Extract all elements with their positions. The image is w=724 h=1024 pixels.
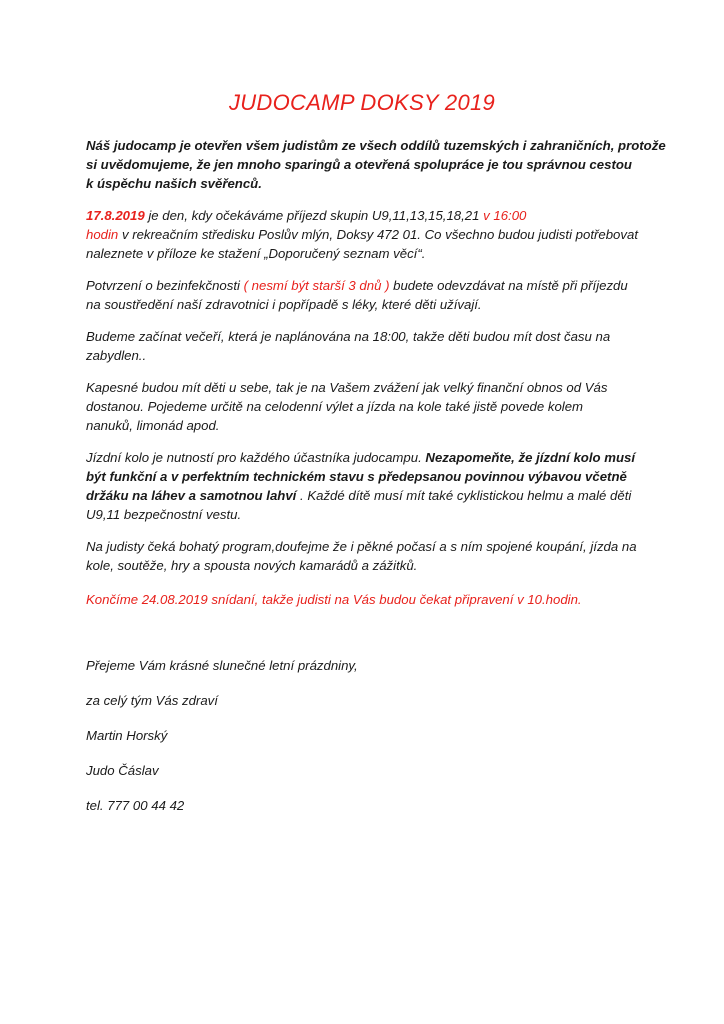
infection-text: budete odevzdávat na místě při příjezdu [389,278,628,293]
bike-warning: držáku na láhev a samotnou lahví [86,488,297,503]
infection-text: Potvrzení o bezinfekčnosti [86,278,244,293]
bike-warning: Nezapomeňte, že jízdní kolo musí [425,450,635,465]
program-line: kole, soutěže, hry a spousta nových kamarádů a zážitků. [86,558,418,573]
arrival-line: naleznete v příloze ke stažení „Doporučený seznam věcí“. [86,246,426,261]
infection-line [86,276,646,295]
arrival-location: v rekreačním středisku Poslův mlýn, Doksy 472 01. Co všechno budou judisti potřebovat [118,227,638,242]
arrival-line [86,206,646,225]
pocket-money-line: nanuků, limonád apod. [86,418,220,433]
program-line: Na judisty čeká bohatý program,doufejme že i pěkné počasí a s ním spojené koupání, jízda na [86,539,637,554]
signature-name [86,726,646,745]
program-paragraph [86,537,646,575]
dinner-paragraph [86,327,646,365]
greeting-line: za celý tým Vás zdraví [86,693,218,708]
intro-line: si uvědomujeme, že jen mnoho sparingů a otevřená spolupráce je tou správnou cestou [86,157,632,172]
arrival-time-unit: hodin [86,227,119,242]
wishes-line: Přejeme Vám krásné slunečné letní prázdniny, [86,658,358,673]
infection-warning: ( nesmí být starší 3 dnů ) [243,278,390,293]
bike-paragraph [86,448,646,524]
closing-wishes [86,656,646,675]
pocket-money-paragraph [86,378,646,435]
arrival-text: je den, kdy očekáváme příjezd skupin U9,11,13,15,18,21 [144,208,484,223]
closing-greeting [86,691,646,710]
dinner-line: Budeme začínat večeří, která je naplánována na 18:00, takže děti budou mít dost času na [86,329,611,344]
intro-line: Náš judocamp je otevřen všem judistům ze všech oddílů tuzemských i zahraničních, protože [86,138,666,153]
dinner-line: zabydlen.. [86,348,147,363]
bike-text: . Každé dítě musí mít také cyklistickou helmu a malé děti [296,488,632,503]
arrival-paragraph [86,206,646,263]
name-line: Martin Horský [86,728,168,743]
arrival-date: 17.8.2019 [86,208,145,223]
bike-line [86,448,646,467]
bike-line [86,486,646,505]
contact-phone [86,796,646,815]
infection-paragraph [86,276,646,314]
document-title: JUDOCAMP DOKSY 2019 [228,90,496,115]
pocket-money-line: dostanou. Pojedeme určitě na celodenní výlet a jízda na kole také jistě povede kolem [86,399,584,414]
infection-line: na soustředění naší zdravotnici i popřípadě s léky, které děti užívají. [86,297,482,312]
bike-line: U9,11 bezpečnostní vestu. [86,507,242,522]
ending-line: Končíme 24.08.2019 snídaní, takže judisti na Vás budou čekat připravení v 10.hodin. [86,592,582,607]
bike-warning: být funkční a v perfektním technickém stavu s předepsanou povinnou výbavou včetně [86,469,627,484]
intro-line: k úspěchu našich svěřenců. [86,176,262,191]
intro-paragraph [86,136,666,193]
club-line: Judo Čáslav [86,763,159,778]
arrival-line [86,225,646,244]
phone-line: tel. 777 00 44 42 [86,798,185,813]
bike-text: Jízdní kolo je nutností pro každého účastníka judocampu. [86,450,426,465]
pocket-money-line: Kapesné budou mít děti u sebe, tak je na Vašem zvážení jak velký finanční obnos od Vás [86,380,608,395]
ending-paragraph [86,590,646,609]
arrival-time: v 16:00 [483,208,527,223]
signature-club [86,761,646,780]
